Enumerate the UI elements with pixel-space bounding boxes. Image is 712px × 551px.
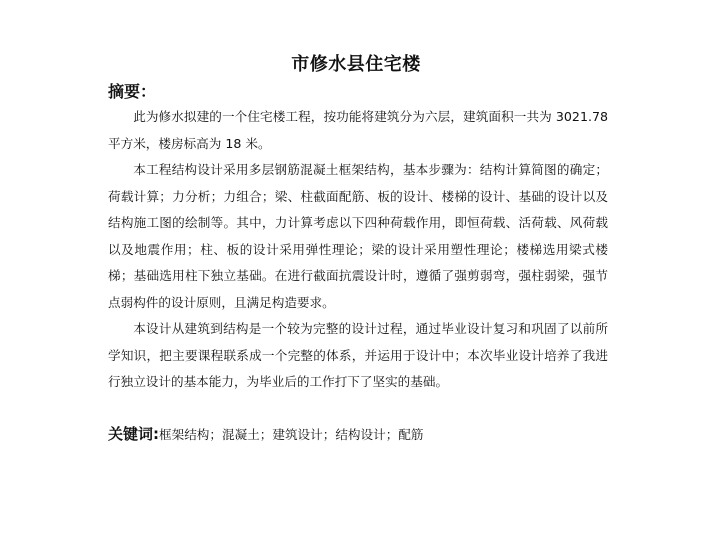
abstract-paragraph: 本设计从建筑到结构是一个较为完整的设计过程，通过毕业设计复习和巩固了以前所学知识，把主要课程联系成一个完整的体系，并运用于设计中；本次毕业设计培养了我进行独立设计的基本能力，为毕业后的工作打下了坚实的基础。 bbox=[108, 321, 608, 389]
keywords-line bbox=[108, 423, 423, 446]
page-title: 市修水县住宅楼 bbox=[291, 54, 421, 75]
abstract-body bbox=[108, 104, 608, 396]
abstract-paragraph: 此为修水拟建的一个住宅楼工程，按功能将建筑分为六层，建筑面积一共为 3021.78 平方米，楼房标高为 18 米。 bbox=[108, 109, 608, 151]
keywords-label: 关键词: bbox=[108, 425, 159, 443]
keywords-list: 框架结构；混凝土；建筑设计；结构设计；配筋 bbox=[159, 427, 424, 442]
abstract-paragraph: 本工程结构设计采用多层钢筋混凝土框架结构，基本步骤为：结构计算简图的确定；荷载计算；力分析；力组合；梁、柱截面配筋、板的设计、楼梯的设计、基础的设计以及结构施工图的绘制等。其中，力计算考虑以下四种荷载作用，即恒荷载、活荷载、风荷载以及地震作用；柱、板的设计采用弹性理论；梁的设计采用塑性理论；楼梯选用梁式楼梯；基础选用柱下独立基础。在进行截面抗震设计时，遵循了强剪弱弯，强柱弱梁，强节点弱构件的设计原则，且满足构造要求。 bbox=[108, 162, 608, 310]
abstract-heading: 摘要： bbox=[108, 82, 157, 101]
